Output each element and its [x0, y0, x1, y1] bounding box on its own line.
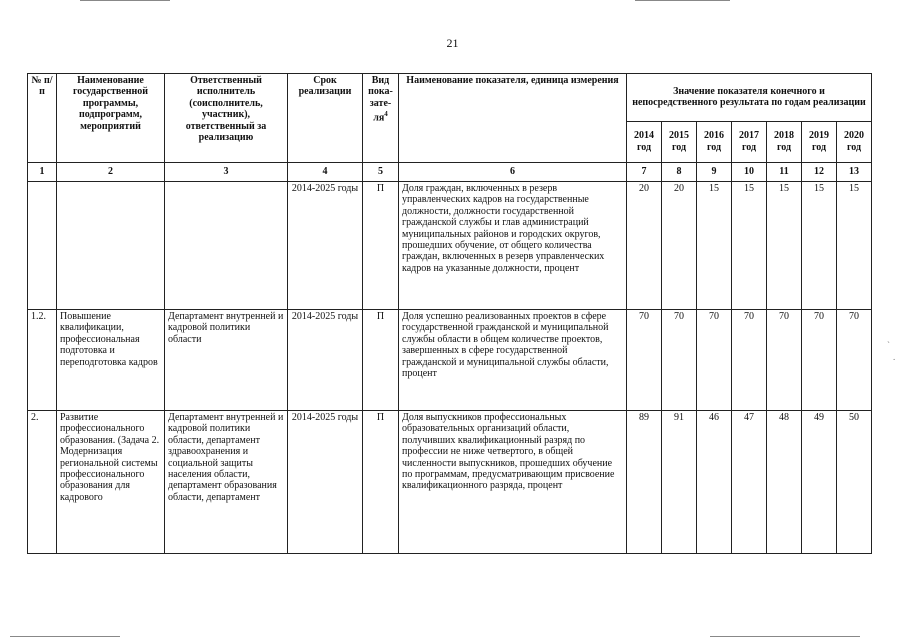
- header-type-line3: зате-: [369, 97, 392, 109]
- row-indicator: Доля граждан, включенных в резерв управленческих кадров на государственные должности, должности государственной гражданской службы и глав администраций муниципальных районов и городских округов, прошедших обучение, от общего количества граждан, включенных в резерв управленческих кадров на указанные должности, процент: [399, 182, 627, 310]
- header-row: [28, 74, 872, 122]
- row-num: 2.: [28, 411, 57, 554]
- column-number: 12: [802, 163, 837, 182]
- header-year: 2019 год: [802, 121, 837, 162]
- row-value: 46: [697, 411, 732, 554]
- header-indicator: Наименование показателя, единица измерения: [399, 74, 627, 163]
- row-value: 70: [837, 310, 872, 411]
- margin-mark: `: [887, 340, 890, 350]
- row-num: 1.2.: [28, 310, 57, 411]
- row-value: 15: [697, 182, 732, 310]
- column-number: 7: [627, 163, 662, 182]
- header-type-footnote: 4: [384, 110, 388, 119]
- row-num: [28, 182, 57, 310]
- row-value: 20: [627, 182, 662, 310]
- row-value: 15: [802, 182, 837, 310]
- row-term: 2014-2025 годы: [288, 310, 363, 411]
- row-value: 89: [627, 411, 662, 554]
- top-edge-line: [635, 0, 730, 1]
- header-type-line2: пока-: [368, 86, 393, 98]
- row-name: Повышение квалификации, профессиональная подготовка и переподготовка кадров: [57, 310, 165, 411]
- header-indicator-type: [363, 74, 399, 163]
- row-value: 49: [802, 411, 837, 554]
- row-value: 70: [767, 310, 802, 411]
- row-value: 15: [732, 182, 767, 310]
- row-value: 91: [662, 411, 697, 554]
- row-value: 48: [767, 411, 802, 554]
- header-term: Срок реализации: [288, 74, 363, 163]
- row-indicator-type: П: [363, 310, 399, 411]
- header-executor: Ответственный исполнитель (соисполнитель, участник), ответственный за реализацию: [165, 74, 288, 163]
- header-num: № п/п: [28, 74, 57, 163]
- column-number: 4: [288, 163, 363, 182]
- page-number: 21: [446, 36, 459, 50]
- column-number: 11: [767, 163, 802, 182]
- header-year: 2014 год: [627, 121, 662, 162]
- margin-mark: .: [893, 352, 896, 362]
- column-number: 2: [57, 163, 165, 182]
- column-number: 13: [837, 163, 872, 182]
- column-number: 1: [28, 163, 57, 182]
- top-edge-line: [80, 0, 170, 1]
- row-indicator: Доля успешно реализованных проектов в сфере государственной гражданской и муниципальной службы области в общем количестве проектов, завершенных в сфере государственной гражданской и муниципальной службы области, процент: [399, 310, 627, 411]
- header-values: Значение показателя конечного и непосредственного результата по годам реализации: [627, 74, 872, 122]
- column-number: 10: [732, 163, 767, 182]
- column-number: 9: [697, 163, 732, 182]
- column-number: 6: [399, 163, 627, 182]
- indicators-table: [27, 73, 872, 554]
- row-indicator-type: П: [363, 411, 399, 554]
- header-year: 2018 год: [767, 121, 802, 162]
- row-executor: Департамент внутренней и кадровой политики области: [165, 310, 288, 411]
- row-value: 70: [627, 310, 662, 411]
- bottom-edge-line: [710, 636, 860, 637]
- bottom-edge-line: [10, 636, 120, 637]
- row-value: 70: [697, 310, 732, 411]
- row-indicator-type: П: [363, 182, 399, 310]
- table-row: [28, 310, 872, 411]
- header-name: Наименование государственной программы, подпрограмм, мероприятий: [57, 74, 165, 163]
- header-year: 2016 год: [697, 121, 732, 162]
- header-year: 2015 год: [662, 121, 697, 162]
- row-name: Развитие профессионального образования. (Задача 2. Модернизация региональной системы профессионального образования для кадрового: [57, 411, 165, 554]
- row-indicator: Доля выпускников профессиональных образовательных организаций области, получивших квалификационный разряд по профессии не ниже четвертого, в общей численности выпускников, прошедших обучение по программам, предусматривающим присвоение квалификационного разряда, процент: [399, 411, 627, 554]
- row-value: 15: [767, 182, 802, 310]
- column-number: 3: [165, 163, 288, 182]
- header-type-line1: Вид: [371, 75, 390, 86]
- row-executor: Департамент внутренней и кадровой политики области, департамент здравоохранения и социальной защиты населения области, департамент образования области, департамент: [165, 411, 288, 554]
- row-value: 50: [837, 411, 872, 554]
- row-value: 70: [732, 310, 767, 411]
- row-term: 2014-2025 годы: [288, 182, 363, 310]
- row-value: 20: [662, 182, 697, 310]
- column-number: 5: [363, 163, 399, 182]
- row-value: 47: [732, 411, 767, 554]
- column-number: 8: [662, 163, 697, 182]
- row-value: 70: [662, 310, 697, 411]
- header-year: 2020 год: [837, 121, 872, 162]
- table-row: [28, 182, 872, 310]
- header-type-line4: ля: [373, 112, 385, 124]
- row-executor: [165, 182, 288, 310]
- row-value: 70: [802, 310, 837, 411]
- column-numbers-row: [28, 163, 872, 182]
- header-year: 2017 год: [732, 121, 767, 162]
- row-term: 2014-2025 годы: [288, 411, 363, 554]
- row-value: 15: [837, 182, 872, 310]
- row-name: [57, 182, 165, 310]
- table-row: [28, 411, 872, 554]
